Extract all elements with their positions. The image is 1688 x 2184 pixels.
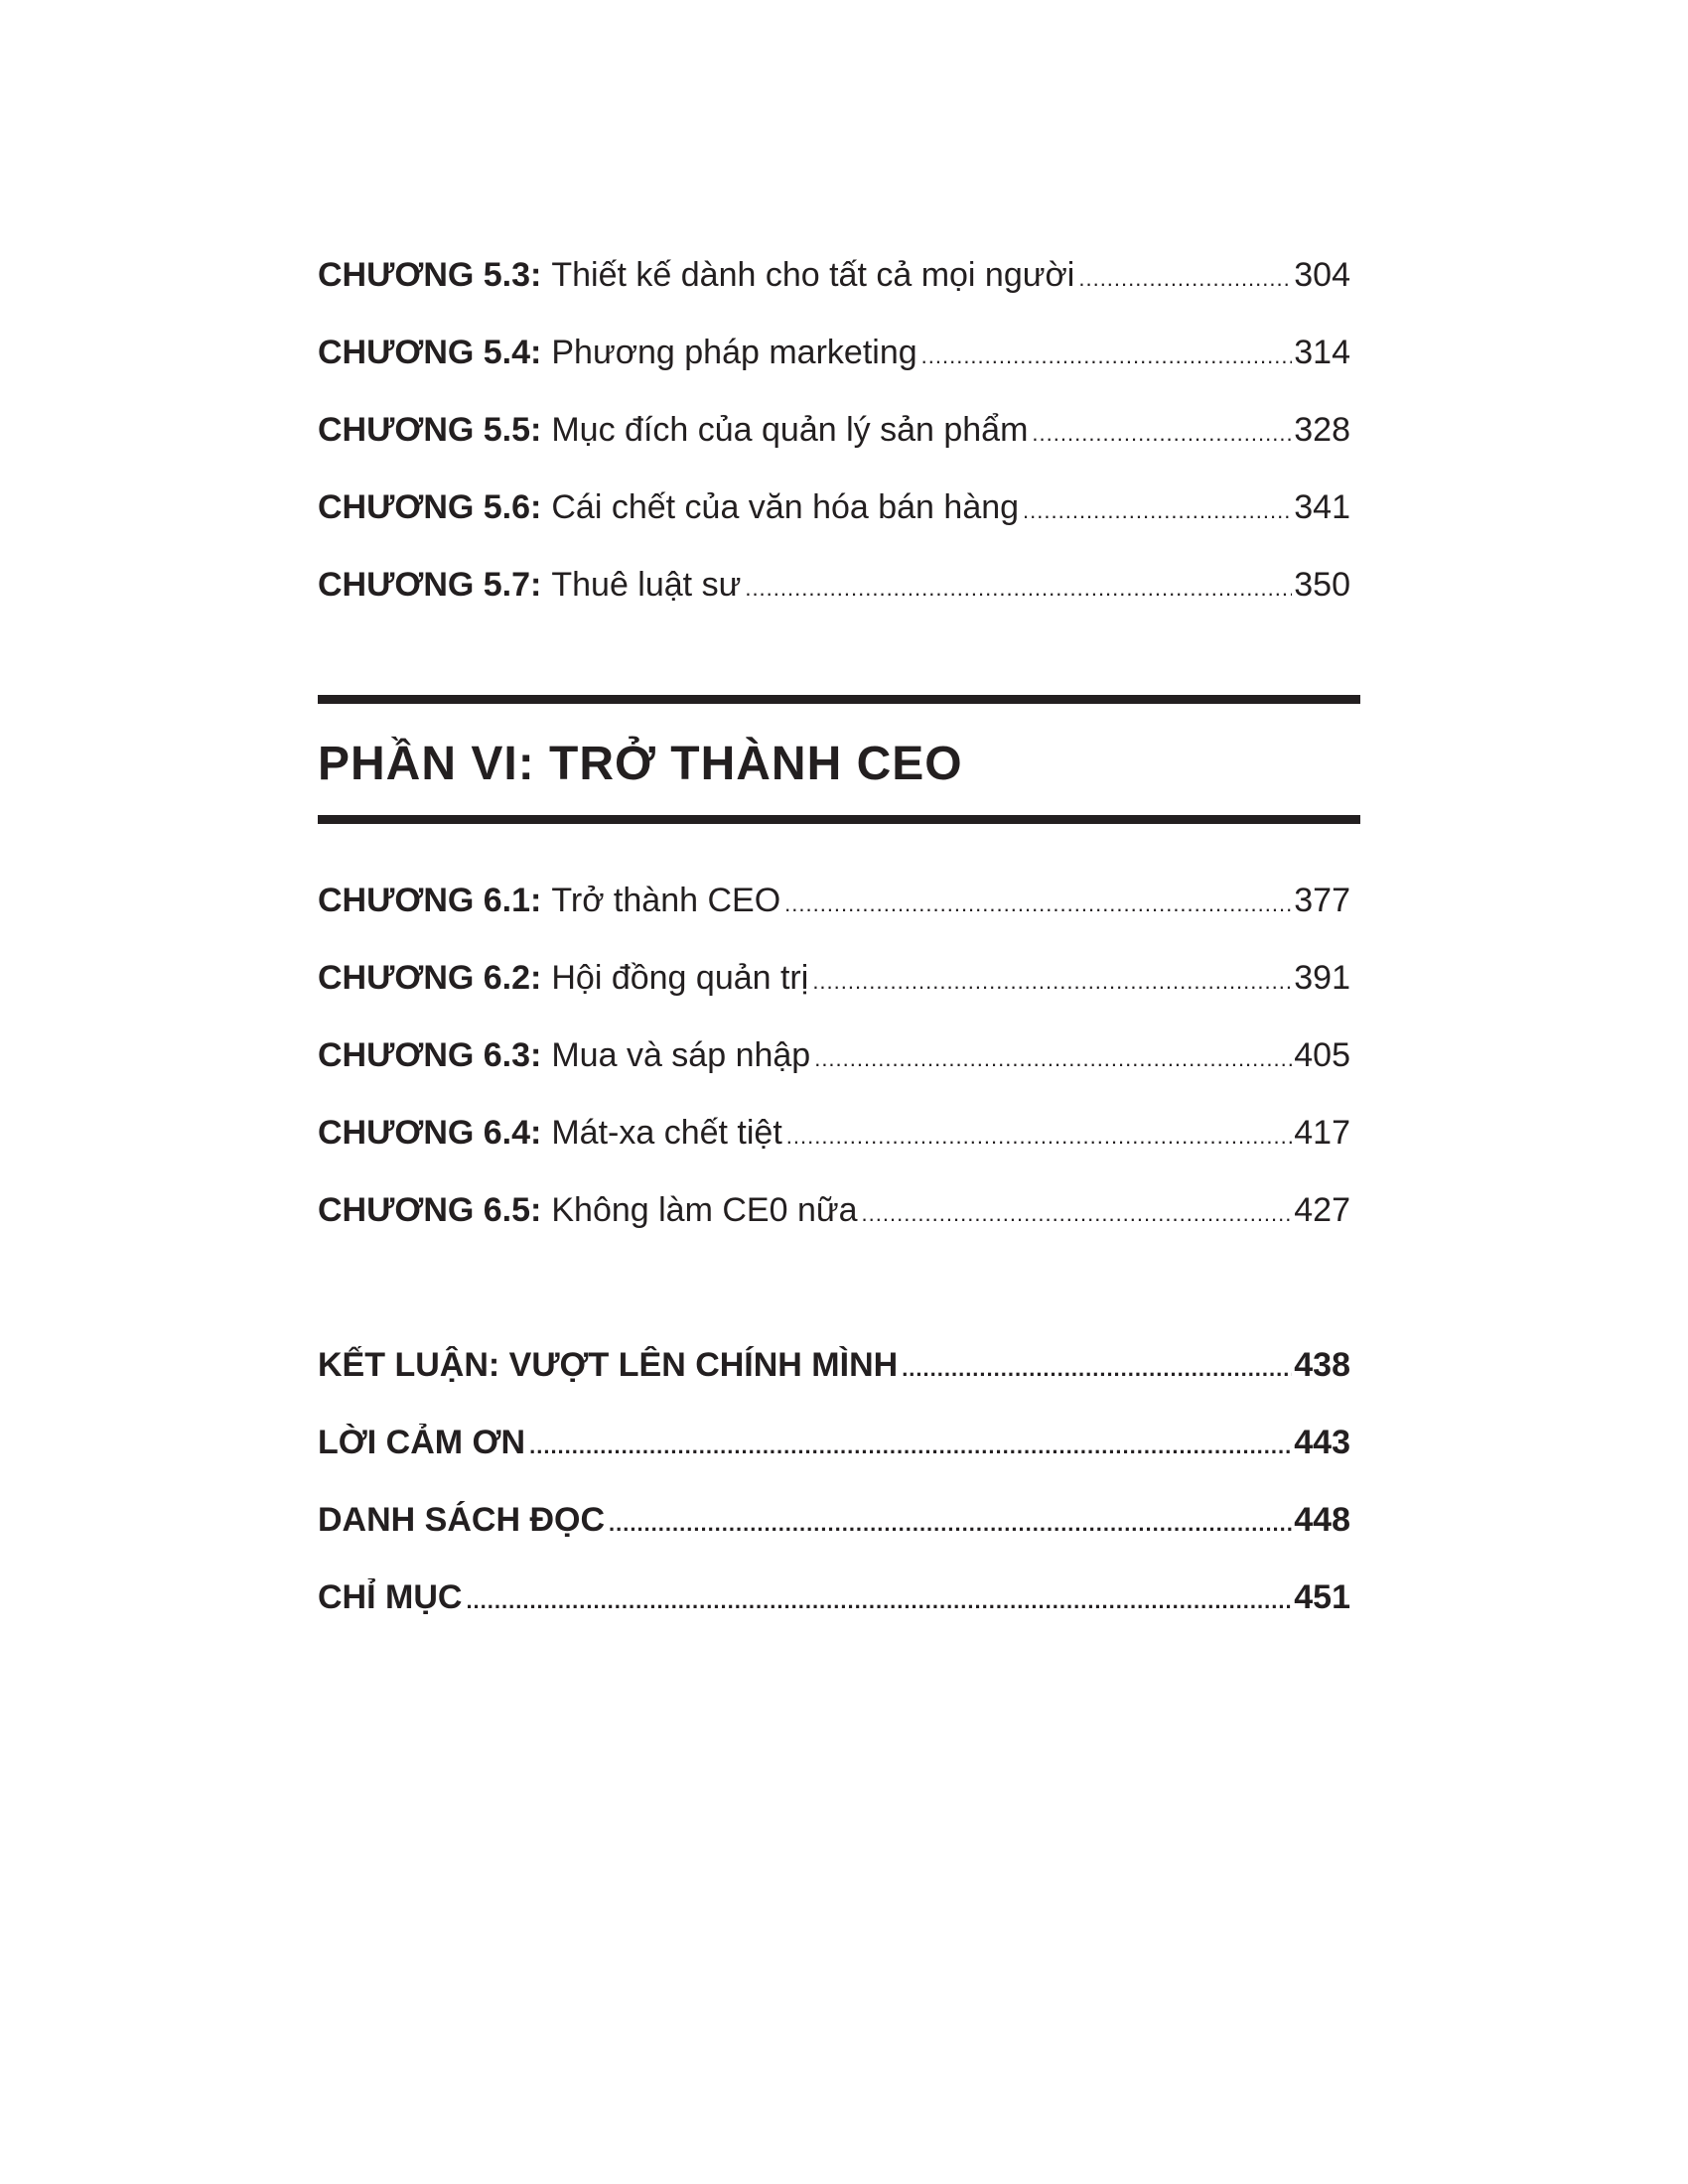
- toc-entry[interactable]: [318, 334, 1350, 411]
- chapter-label: CHƯƠNG 5.4:: [318, 334, 542, 371]
- dot-leader: [921, 343, 1293, 369]
- section-title: KẾT LUẬN: VƯỢT LÊN CHÍNH MÌNH: [318, 1346, 899, 1384]
- toc-part6-list: [318, 882, 1350, 1269]
- chapter-label: CHƯƠNG 6.5:: [318, 1191, 542, 1229]
- dot-leader: [1078, 266, 1292, 292]
- page-number: 391: [1294, 959, 1350, 997]
- toc-entry[interactable]: [318, 488, 1350, 566]
- dot-leader: [784, 891, 1292, 917]
- chapter-label: CHƯƠNG 6.3:: [318, 1036, 542, 1074]
- dot-leader: [1032, 421, 1292, 447]
- toc-entry[interactable]: [318, 566, 1350, 643]
- page-number: 350: [1294, 566, 1350, 604]
- chapter-title: Trở thành CEO: [551, 882, 781, 919]
- page-number: 427: [1294, 1191, 1350, 1229]
- chapter-title: Mục đích của quản lý sản phẩm: [551, 411, 1029, 449]
- page-number: 377: [1294, 882, 1350, 919]
- toc-entry[interactable]: [318, 411, 1350, 488]
- dot-leader: [466, 1588, 1292, 1614]
- dot-leader: [812, 969, 1292, 995]
- chapter-label: CHƯƠNG 5.3:: [318, 256, 542, 294]
- dot-leader: [745, 576, 1292, 602]
- chapter-title: Thuê luật sư: [551, 566, 742, 604]
- chapter-label: CHƯƠNG 6.1:: [318, 882, 542, 919]
- chapter-title: Không làm CE0 nữa: [551, 1191, 858, 1229]
- toc-entry-reading-list[interactable]: [318, 1501, 1350, 1578]
- chapter-title: Hội đồng quản trị: [551, 959, 809, 997]
- chapter-label: CHƯƠNG 6.4:: [318, 1114, 542, 1152]
- page-number: 451: [1294, 1578, 1350, 1616]
- section-title: CHỈ MỤC: [318, 1578, 463, 1616]
- chapter-label: CHƯƠNG 5.7:: [318, 566, 542, 604]
- page-number: 405: [1294, 1036, 1350, 1074]
- dot-leader: [529, 1433, 1292, 1459]
- toc-entry-index[interactable]: [318, 1578, 1350, 1656]
- toc-entry[interactable]: [318, 256, 1350, 334]
- page-number: 417: [1294, 1114, 1350, 1152]
- heading-top-rule: [318, 695, 1360, 704]
- dot-leader: [902, 1356, 1292, 1382]
- chapter-label: CHƯƠNG 5.6:: [318, 488, 542, 526]
- toc-entry[interactable]: [318, 1036, 1350, 1114]
- page-number: 304: [1294, 256, 1350, 294]
- toc-entry-acknowledgements[interactable]: [318, 1424, 1350, 1501]
- page-number: 438: [1294, 1346, 1350, 1384]
- part-heading: PHẦN VI: TRỞ THÀNH CEO: [318, 738, 963, 790]
- chapter-title: Cái chết của văn hóa bán hàng: [551, 488, 1020, 526]
- page-number: 314: [1294, 334, 1350, 371]
- toc-entry[interactable]: [318, 1191, 1350, 1269]
- section-title: DANH SÁCH ĐỌC: [318, 1501, 605, 1539]
- toc-endmatter-list: [318, 1346, 1350, 1656]
- toc-entry[interactable]: [318, 1114, 1350, 1191]
- chapter-label: CHƯƠNG 5.5:: [318, 411, 542, 449]
- page-number: 448: [1294, 1501, 1350, 1539]
- page-number: 328: [1294, 411, 1350, 449]
- chapter-title: Mua và sáp nhập: [551, 1036, 811, 1074]
- chapter-title: Thiết kế dành cho tất cả mọi người: [551, 256, 1075, 294]
- dot-leader: [862, 1201, 1293, 1227]
- toc-entry[interactable]: [318, 959, 1350, 1036]
- toc-entry-conclusion[interactable]: [318, 1346, 1350, 1424]
- chapter-label: CHƯƠNG 6.2:: [318, 959, 542, 997]
- page-number: 443: [1294, 1424, 1350, 1461]
- heading-bottom-rule: [318, 815, 1360, 824]
- chapter-title: Phương pháp marketing: [551, 334, 917, 371]
- dot-leader: [1023, 498, 1292, 524]
- dot-leader: [786, 1124, 1292, 1150]
- section-title: LỜI CẢM ƠN: [318, 1424, 526, 1461]
- dot-leader: [609, 1511, 1292, 1537]
- chapter-title: Mát-xa chết tiệt: [551, 1114, 782, 1152]
- page-number: 341: [1294, 488, 1350, 526]
- toc-part5-list: [318, 256, 1350, 643]
- dot-leader: [814, 1046, 1292, 1072]
- toc-entry[interactable]: [318, 882, 1350, 959]
